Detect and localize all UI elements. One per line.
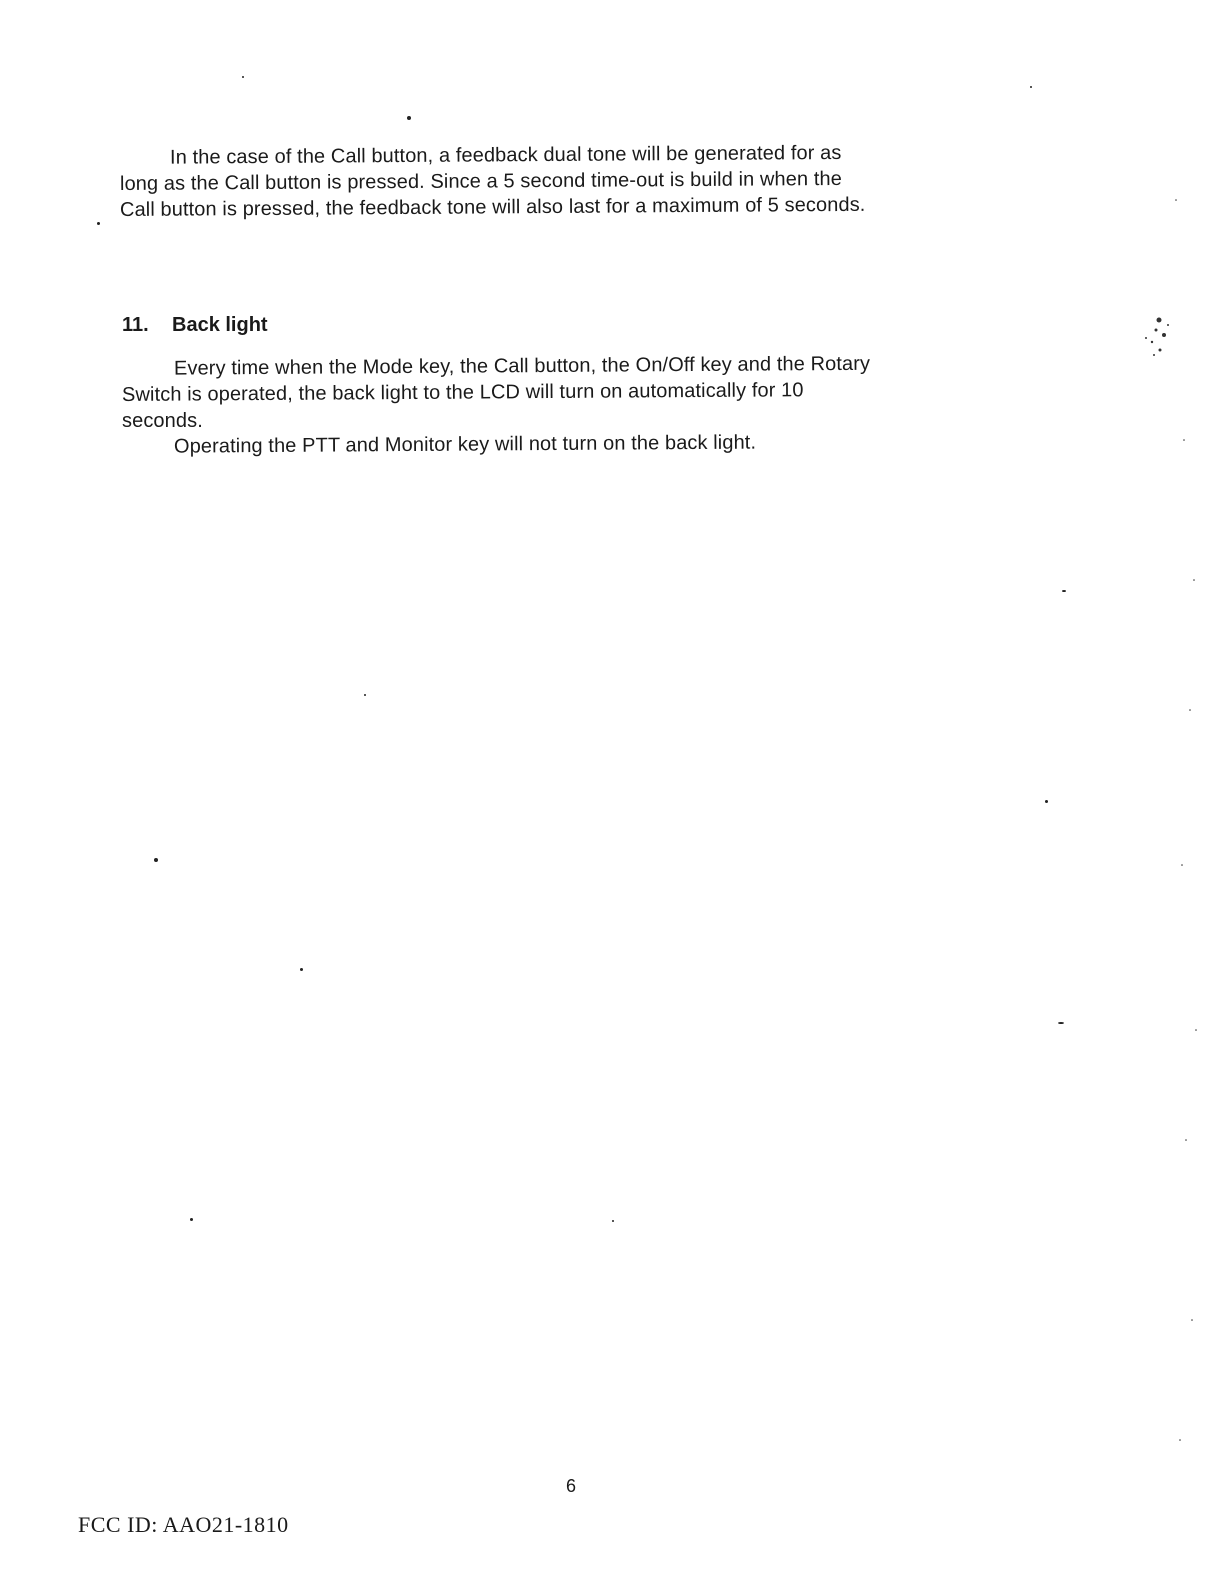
scan-speck: [1030, 86, 1032, 88]
paragraph-line: In the case of the Call button, a feedback dual tone will be generated for as: [169, 141, 842, 169]
page-number: 6: [566, 1476, 577, 1496]
scan-speck: [612, 1220, 614, 1222]
backlight-paragraph: [121, 352, 871, 460]
scan-noise-cluster: [1094, 20, 1204, 1520]
scan-speck: [1058, 1022, 1064, 1024]
section-title: Back light: [172, 314, 268, 336]
scan-speck: [1045, 800, 1048, 803]
scan-speck: [1062, 590, 1066, 592]
section-heading: [122, 314, 268, 337]
scan-speck: [154, 858, 158, 862]
paragraph-line: Operating the PTT and Monitor key will not turn on the back light.: [173, 431, 757, 458]
fcc-id-label: FCC ID: AAO21-1810: [78, 1512, 289, 1537]
scan-speck: [97, 222, 100, 225]
scan-speck: [190, 1218, 193, 1221]
scan-speck: [300, 968, 303, 971]
scan-speck: [364, 694, 366, 696]
call-button-paragraph: [119, 141, 866, 223]
scan-speck: [242, 76, 244, 78]
scan-speck: [407, 116, 411, 120]
paragraph-line: Every time when the Mode key, the Call button, the On/Off key and the Rotary: [173, 352, 871, 380]
paragraph-line: Switch is operated, the back light to the LCD will turn on automatically for 10: [121, 379, 804, 406]
paragraph-line: seconds.: [122, 410, 203, 432]
paragraph-line: long as the Call button is pressed. Since a 5 second time-out is build in when the: [119, 167, 843, 195]
paragraph-line: Call button is pressed, the feedback tone will also last for a maximum of 5 seconds.: [119, 193, 866, 221]
section-number: 11.: [122, 314, 149, 336]
